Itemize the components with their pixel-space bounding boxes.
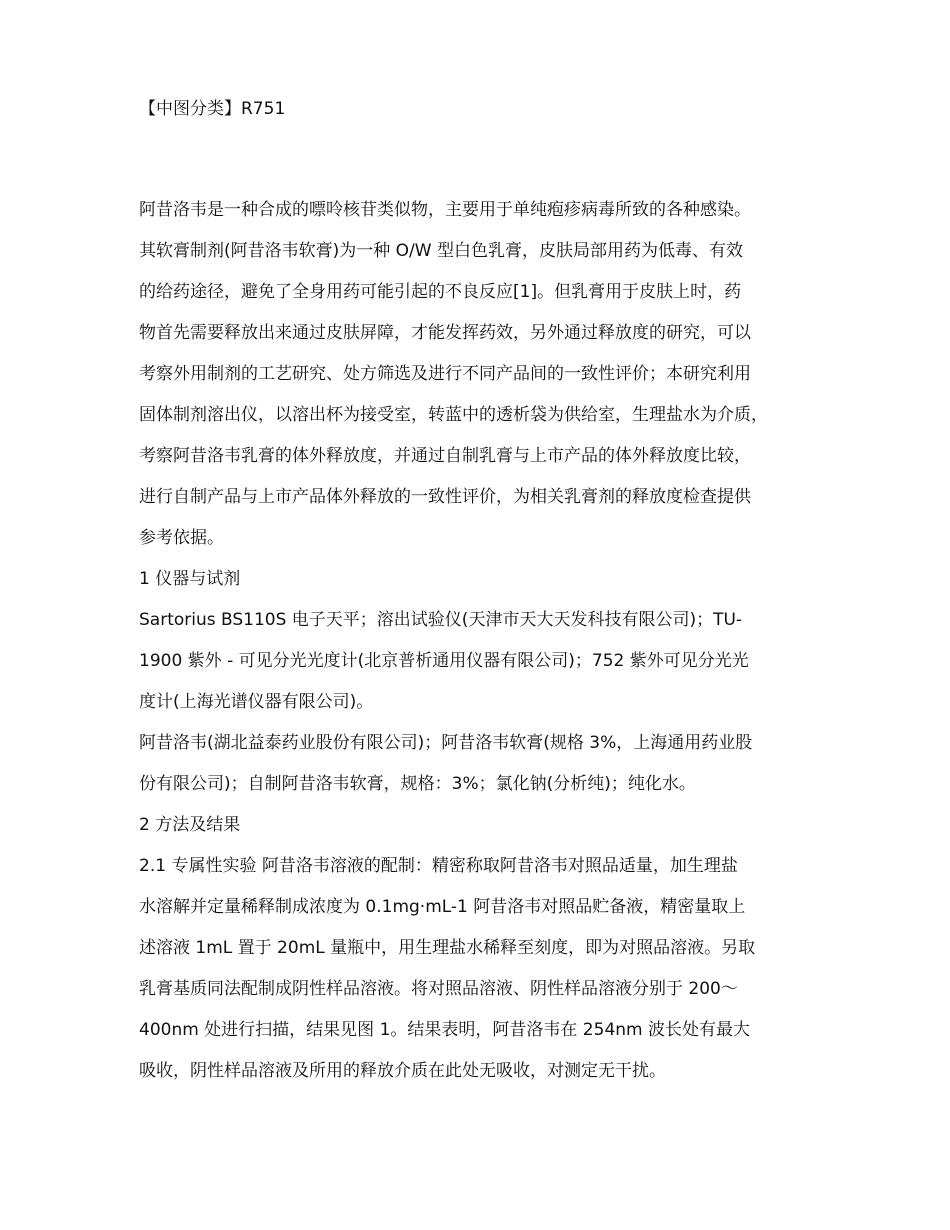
text-line: 吸收，阴性样品溶液及所用的释放介质在此处无吸收，对测定无干扰。 [139,1061,666,1081]
text-line: 阿昔洛韦(湖北益泰药业股份有限公司)；阿昔洛韦软膏(规格 3%，上海通用药业股 [139,733,753,753]
text-line: 400nm 处进行扫描，结果见图 1。结果表明，阿昔洛韦在 254nm 波长处有最大 [139,1020,750,1040]
text-line: 进行自制产品与上市产品体外释放的一致性评价，为相关乳膏剂的释放度检查提供 [139,487,751,507]
classification-label: 【中图分类】R751 [139,99,286,119]
text-line: 考察阿昔洛韦乳膏的体外释放度，并通过自制乳膏与上市产品的体外释放度比较， [139,446,751,466]
text-line: 考察外用制剂的工艺研究、处方筛选及进行不同产品间的一致性评价；本研究利用 [139,364,751,384]
section-heading-2: 2 方法及结果 [139,815,241,835]
section-heading-1: 1 仪器与试剂 [139,569,241,589]
text-line: 物首先需要释放出来通过皮肤屏障，才能发挥药效，另外通过释放度的研究，可以 [139,323,751,343]
text-line: 固体制剂溶出仪，以溶出杯为接受室，转蓝中的透析袋为供给室，生理盐水为介质， [139,405,768,425]
text-line: 水溶解并定量稀释制成浓度为 0.1mg·mL-1 阿昔洛韦对照品贮备液，精密量取上 [139,897,746,917]
text-line: 的给药途径，避免了全身用药可能引起的不良反应[1]。但乳膏用于皮肤上时，药 [139,282,742,302]
text-line: 份有限公司)；自制阿昔洛韦软膏，规格：3%；氯化钠(分析纯)；纯化水。 [139,774,696,794]
text-line: 述溶液 1mL 置于 20mL 量瓶中，用生理盐水稀释至刻度，即为对照品溶液。另取 [139,938,756,958]
text-line: 1900 紫外 - 可见分光光度计(北京普析通用仪器有限公司)；752 紫外可见分光光 [139,651,749,671]
text-line: 阿昔洛韦是一种合成的嘌呤核苷类似物，主要用于单纯疱疹病毒所致的各种感染。 [139,200,751,220]
text-line: Sartorius BS110S 电子天平；溶出试验仪(天津市天大天发科技有限公司)；TU- [139,610,743,630]
text-line: 2.1 专属性实验 阿昔洛韦溶液的配制：精密称取阿昔洛韦对照品适量，加生理盐 [139,856,738,876]
body-text [139,190,829,1092]
text-line: 乳膏基质同法配制成阴性样品溶液。将对照品溶液、阴性样品溶液分别于 200～ [139,979,738,999]
text-line: 其软膏制剂(阿昔洛韦软膏)为一种 O/W 型白色乳膏，皮肤局部用药为低毒、有效 [139,241,743,261]
text-line: 参考依据。 [139,528,224,548]
text-line: 度计(上海光谱仪器有限公司)。 [139,692,374,712]
